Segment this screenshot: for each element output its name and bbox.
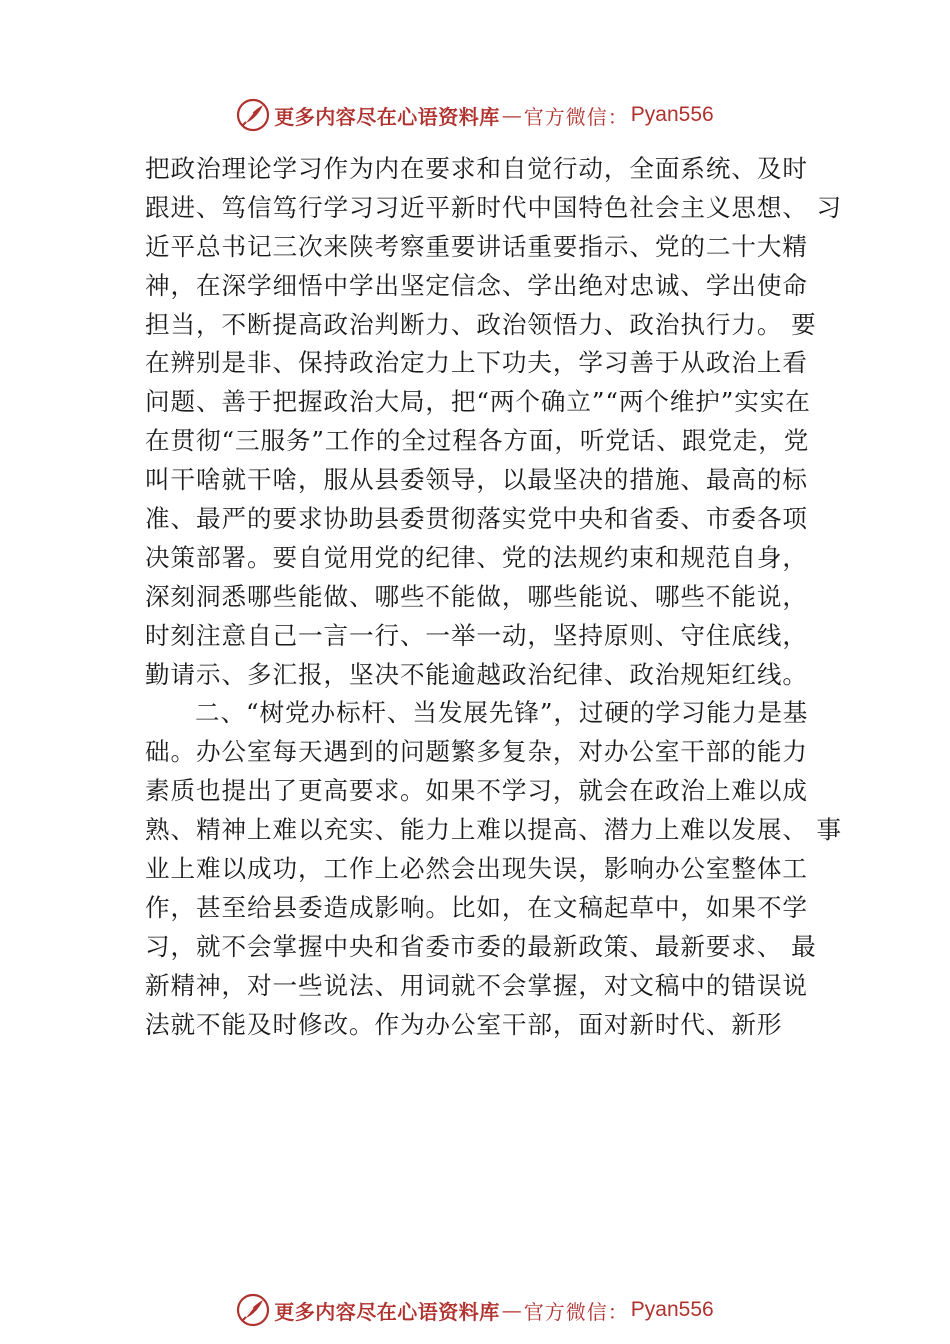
body-line: 熟、精神上难以充实、能力上难以提高、潜力上难以发展、 事 [145,815,843,845]
body-line: 业上难以成功，工作上必然会出现失误，影响办公室整体工 [145,854,808,884]
body-line: 素质也提出了更高要求。如果不学习，就会在政治上难以成 [145,776,808,806]
body-line: 作，甚至给县委造成影响。比如，在文稿起草中，如果不学 [145,892,808,922]
body-line: 在辨别是非、保持政治定力上下功夫，学习善于从政治上看 [145,348,808,378]
watermark-separator: — [501,1298,522,1322]
watermark-wechat-id: Pyan556 [630,1298,714,1321]
body-line: 时刻注意自己一言一行、一举一动，坚持原则、守住底线， [145,620,808,650]
watermark-official-label: 官方微信： [523,104,629,129]
quill-logo-icon [236,98,270,132]
watermark-brand-text: 更多内容尽在心语资料库 [274,104,500,129]
watermark-brand-text: 更多内容尽在心语资料库 [274,1299,500,1324]
body-line: 跟进、笃信笃行学习习近平新时代中国特色社会主义思想、 习 [145,192,843,222]
body-line: 准、最严的要求协助县委贯彻落实党中央和省委、市委各项 [145,504,808,534]
body-line: 问题、善于把握政治大局，把“两个确立”“两个维护”实实在 [145,387,811,417]
footer-watermark-banner [0,1290,950,1330]
body-line: 神，在深学细悟中学出坚定信念、学出绝对忠诚、学出使命 [145,270,808,300]
body-line: 础。办公室每天遇到的问题繁多复杂，对办公室干部的能力 [145,737,808,767]
body-line: 在贯彻“三服务”工作的全过程各方面，听党话、跟党走，党 [145,426,810,456]
body-line: 习，就不会掌握中央和省委市委的最新政策、最新要求、 最 [145,931,817,961]
section-heading-line: 二、“树党办标杆、当发展先锋”，过硬的学习能力是基 [195,698,809,728]
quill-logo-icon [236,1293,270,1327]
watermark-wechat-id: Pyan556 [630,103,714,126]
body-line: 决策部署。要自觉用党的纪律、党的法规约束和规范自身， [145,542,808,572]
header-watermark-banner [0,95,950,135]
body-line: 担当，不断提高政治判断力、政治领悟力、政治执行力。 要 [145,309,817,339]
document-body [145,150,843,1044]
body-line: 把政治理论学习作为内在要求和自觉行动，全面系统、及时 [145,154,808,183]
body-line: 勤请示、多汇报，坚决不能逾越政治纪律、政治规矩红线。 [145,659,808,689]
body-line: 近平总书记三次来陕考察重要讲话重要指示、党的二十大精 [145,231,808,261]
watermark-separator: — [501,103,522,127]
body-line: 法就不能及时修改。作为办公室干部，面对新时代、新形 [145,1009,783,1039]
body-line: 深刻洞悉哪些能做、哪些不能做，哪些能说、哪些不能说， [145,581,808,611]
body-line: 叫干啥就干啥，服从县委领导，以最坚决的措施、最高的标 [145,465,808,495]
body-line: 新精神，对一些说法、用词就不会掌握，对文稿中的错误说 [145,970,808,1000]
watermark-official-label: 官方微信： [523,1299,629,1324]
